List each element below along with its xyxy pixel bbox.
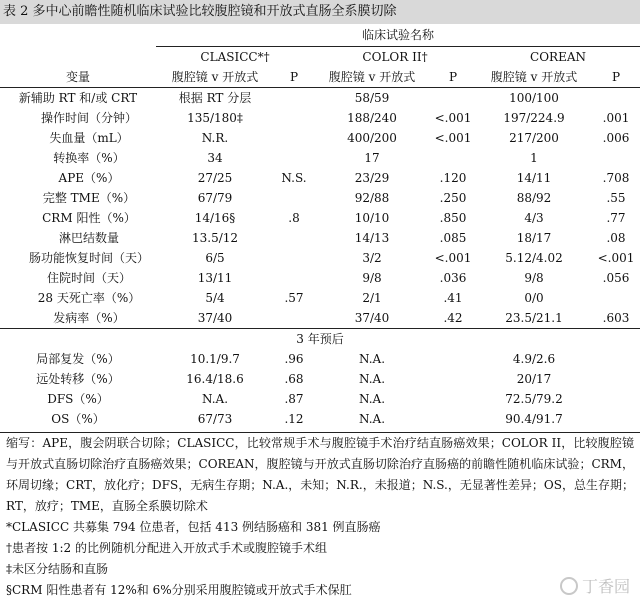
clasicc-value: N.R.	[201, 131, 229, 145]
corean-p-value: <.001	[597, 251, 635, 265]
prognosis-body	[0, 349, 640, 429]
color-p-value	[430, 349, 476, 369]
table-row	[0, 369, 640, 389]
corean-value: 197/224.9	[503, 111, 565, 125]
row-label: 发病率（%）	[53, 311, 125, 325]
row-label: DFS（%）	[47, 392, 109, 406]
row-label: OS（%）	[51, 412, 105, 426]
clasicc-p-value: .68	[284, 372, 304, 386]
clasicc-value: 13/11	[197, 271, 233, 285]
corean-value: 4.9/2.6	[512, 352, 556, 366]
corean-value: 14/11	[516, 171, 552, 185]
footnote: †患者按 1:2 的比例随机分配进入开放式手术或腹腔镜手术组	[6, 541, 327, 555]
clasicc-value: N.A.	[201, 392, 229, 406]
corean-p-value: .55	[606, 191, 626, 205]
clasicc-p-value	[274, 228, 314, 248]
clasicc-value: 16.4/18.6	[186, 372, 244, 386]
corean-p-value	[592, 409, 640, 429]
table-row	[0, 208, 640, 228]
color-p-value: .41	[443, 291, 463, 305]
row-label: APE（%）	[58, 171, 120, 185]
clasicc-value: 27/25	[197, 171, 233, 185]
watermark-text: 丁香园	[581, 577, 630, 596]
clasicc-p-value: .96	[284, 352, 304, 366]
p-header: P	[592, 67, 640, 88]
color-p-value	[430, 409, 476, 429]
clasicc-value: 根据 RT 分层	[178, 91, 252, 105]
clasicc-p-value: .8	[288, 211, 300, 225]
color-value: 188/240	[347, 111, 397, 125]
corean-value: 72.5/79.2	[505, 392, 563, 406]
color-p-value	[430, 148, 476, 168]
clasicc-p-value	[274, 108, 314, 128]
clasicc-p-value	[274, 128, 314, 148]
watermark-logo-icon	[560, 577, 578, 595]
clasicc-p-value	[274, 88, 314, 109]
footnote: *CLASICC 共募集 794 位患者，包括 413 例结肠癌和 381 例直肠癌	[6, 520, 381, 534]
clasicc-p-value	[274, 248, 314, 268]
table-row	[0, 288, 640, 308]
corean-value: 20/17	[516, 372, 552, 386]
prognosis-title: 3 年预后	[0, 329, 640, 350]
color-value: 23/29	[354, 171, 390, 185]
clasicc-p-value: .12	[284, 412, 304, 426]
color-p-value: .085	[439, 231, 467, 245]
table-notes	[0, 432, 640, 601]
corean-p-value: .77	[606, 211, 626, 225]
corean-p-value	[592, 88, 640, 109]
clasicc-p-value	[274, 308, 314, 329]
comparison-table	[0, 24, 640, 429]
clasicc-value: 67/73	[197, 412, 233, 426]
clasicc-value: 37/40	[197, 311, 233, 325]
corean-p-value	[592, 369, 640, 389]
table-row	[0, 188, 640, 208]
color-p-value: .120	[439, 171, 467, 185]
prognosis-title-row	[0, 329, 640, 350]
table-row	[0, 128, 640, 148]
group-header: 腹腔镜 v 开放式	[156, 67, 274, 88]
color-p-value: .42	[443, 311, 463, 325]
color-value: 58/59	[354, 91, 390, 105]
footnote: §CRM 阳性患者有 12%和 6%分别采用腹腔镜或开放式手术保肛	[6, 583, 352, 597]
clasicc-p-value: .57	[284, 291, 304, 305]
color-value: 400/200	[347, 131, 397, 145]
trial-name-clasicc: CLASICC*†	[200, 50, 270, 64]
corean-p-value	[592, 148, 640, 168]
color-p-value	[430, 389, 476, 409]
row-label: 新辅助 RT 和/或 CRT	[18, 91, 138, 105]
corean-value: 4/3	[524, 211, 544, 225]
table-row	[0, 148, 640, 168]
clasicc-p-value: N.S.	[281, 171, 307, 185]
clasicc-p-value	[274, 188, 314, 208]
trial-name-corean: COREAN	[530, 50, 586, 64]
corean-p-value: .603	[602, 311, 630, 325]
corean-p-value	[592, 349, 640, 369]
table-row	[0, 389, 640, 409]
color-p-value: <.001	[434, 131, 472, 145]
color-value: 14/13	[354, 231, 390, 245]
trial-name-color: COLOR II†	[362, 50, 428, 64]
table-caption: 表 2 多中心前瞻性随机临床试验比较腹腔镜和开放式直肠全系膜切除	[0, 0, 640, 24]
color-p-value: <.001	[434, 251, 472, 265]
corean-value: 100/100	[509, 91, 559, 105]
color-value: 3/2	[362, 251, 382, 265]
corean-p-value	[592, 389, 640, 409]
clasicc-value: 5/4	[205, 291, 225, 305]
header-row-trials-title	[0, 24, 640, 47]
color-p-value: .850	[439, 211, 467, 225]
table-row	[0, 88, 640, 109]
row-label: 失血量（mL）	[49, 131, 129, 145]
row-label: 淋巴结数量	[58, 231, 119, 245]
trial-names-title: 临床试验名称	[156, 24, 640, 47]
corean-p-value: .08	[606, 231, 626, 245]
table-row	[0, 308, 640, 329]
corean-value: 1	[530, 151, 538, 165]
table-row	[0, 108, 640, 128]
row-label: 28 天死亡率（%）	[37, 291, 141, 305]
clasicc-p-value	[274, 268, 314, 288]
color-value: 92/88	[354, 191, 390, 205]
row-label: 肠功能恢复时间（天）	[28, 251, 149, 265]
clasicc-value: 14/16§	[194, 211, 236, 225]
row-label: 操作时间（分钟）	[40, 111, 137, 125]
p-header: P	[430, 67, 476, 88]
watermark	[560, 574, 630, 597]
abbreviation-note: 缩写：APE，腹会阴联合切除；CLASICC，比较常规手术与腹腔镜手术治疗结直肠癌效果；COLOR II，比较腹腔镜与开放式直肠切除治疗直肠癌效果；COREAN，腹腔镜与开放式直肠切除治疗直肠癌的前瞻性随机临床试验；CRM，环周切缘；CRT，放化疗；DFS，无病生存期；N.A.，未知；N.R.，未报道；N.S.，无显著性差异；OS，总生存期；RT，放疗；TME，直肠全系膜切除术	[6, 436, 634, 513]
color-p-value: .250	[439, 191, 467, 205]
color-p-value	[430, 88, 476, 109]
table-body	[0, 88, 640, 329]
color-value: 9/8	[362, 271, 382, 285]
color-value: N.A.	[358, 392, 386, 406]
color-p-value: <.001	[434, 111, 472, 125]
corean-value: 9/8	[524, 271, 544, 285]
corean-value: 18/17	[516, 231, 552, 245]
corean-p-value: .708	[602, 171, 630, 185]
corean-value: 88/92	[516, 191, 552, 205]
table-row	[0, 228, 640, 248]
corean-value: 90.4/91.7	[505, 412, 563, 426]
row-label: CRM 阳性（%）	[42, 211, 136, 225]
table-row	[0, 409, 640, 429]
clasicc-value: 10.1/9.7	[190, 352, 240, 366]
color-value: N.A.	[358, 352, 386, 366]
color-p-value	[430, 369, 476, 389]
table-row	[0, 168, 640, 188]
corean-p-value: .056	[602, 271, 630, 285]
color-value: N.A.	[358, 372, 386, 386]
corean-value: 0/0	[524, 291, 544, 305]
corean-p-value: .001	[602, 111, 630, 125]
color-value: N.A.	[358, 412, 386, 426]
row-label: 转换率（%）	[53, 151, 125, 165]
variable-header: 变量	[0, 67, 156, 88]
header-row-trial-names	[0, 47, 640, 68]
row-label: 局部复发（%）	[36, 352, 120, 366]
corean-value: 5.12/4.02	[505, 251, 563, 265]
row-label: 住院时间（天）	[46, 271, 131, 285]
corean-value: 23.5/21.1	[505, 311, 563, 325]
table-row	[0, 248, 640, 268]
row-label: 远处转移（%）	[36, 372, 120, 386]
group-header: 腹腔镜 v 开放式	[314, 67, 430, 88]
header-row-columns	[0, 67, 640, 88]
footnote: ‡未区分结肠和直肠	[6, 562, 109, 576]
color-p-value: .036	[439, 271, 467, 285]
table-row	[0, 268, 640, 288]
clasicc-value: 34	[207, 151, 223, 165]
color-value: 2/1	[362, 291, 382, 305]
clasicc-value: 67/79	[197, 191, 233, 205]
corean-value: 217/200	[509, 131, 559, 145]
color-value: 37/40	[354, 311, 390, 325]
clasicc-value: 135/180‡	[187, 111, 243, 125]
table-row	[0, 349, 640, 369]
p-header: P	[274, 67, 314, 88]
clasicc-value: 13.5/12	[191, 231, 239, 245]
clasicc-p-value	[274, 148, 314, 168]
corean-p-value	[592, 288, 640, 308]
color-value: 10/10	[354, 211, 390, 225]
corean-p-value: .006	[602, 131, 630, 145]
group-header: 腹腔镜 v 开放式	[476, 67, 592, 88]
color-value: 17	[364, 151, 380, 165]
row-label: 完整 TME（%）	[42, 191, 136, 205]
clasicc-value: 6/5	[205, 251, 225, 265]
clasicc-p-value: .87	[284, 392, 304, 406]
